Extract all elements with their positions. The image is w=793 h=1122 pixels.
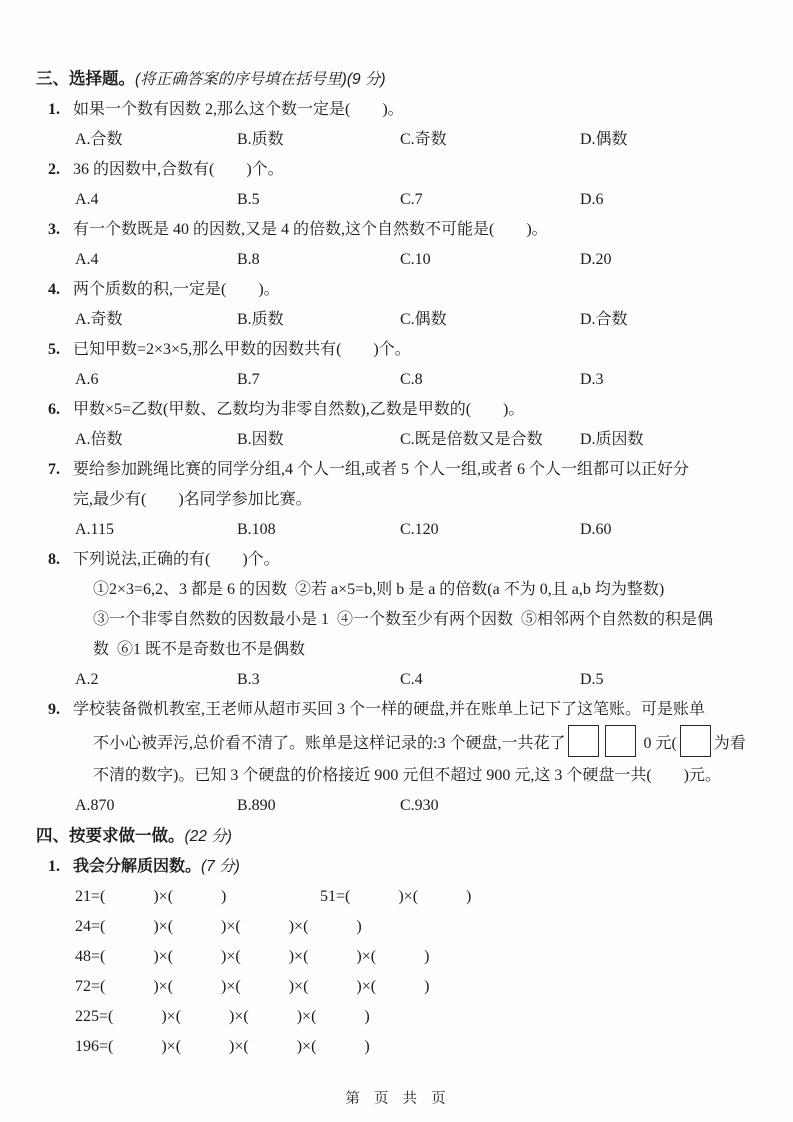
question-text: 如果一个数有因数 2,那么这个数一定是( )。 [73, 101, 404, 118]
subsection-title-main: 我会分解质因数。 [73, 858, 202, 875]
smudged-digit-box-2 [605, 725, 636, 757]
option-d: D.3 [580, 371, 604, 388]
option-b: B.7 [237, 371, 260, 388]
section-4-title-note: (22 分) [184, 828, 232, 845]
statement-line-3: 数 ⑥1 既不是奇数也不是偶数 [93, 641, 306, 658]
factorization-196: 196=( )×( )×( )×( ) [75, 1038, 370, 1055]
smudged-digit-box-3 [680, 725, 711, 757]
question-text: 要给参加跳绳比赛的同学分组,4 个人一组,或者 5 个人一组,或者 6 个人一组都可以正好分 [73, 461, 690, 478]
question-number: 6. [48, 401, 60, 418]
factorization-72: 72=( )×( )×( )×( )×( ) [75, 978, 430, 995]
question-7 [36, 455, 757, 545]
option-a: A.2 [75, 671, 99, 688]
option-a: A.6 [75, 371, 99, 388]
option-c: C.偶数 [400, 311, 447, 328]
section-3-title [36, 64, 757, 95]
question-8 [36, 545, 757, 695]
question-4 [36, 275, 757, 335]
option-d: D.质因数 [580, 431, 644, 448]
factorization-row-21-51 [36, 882, 757, 912]
option-c: C.奇数 [400, 131, 447, 148]
factorization-51: 51=( )×( ) [320, 888, 472, 905]
option-b: B.质数 [237, 311, 284, 328]
question-3 [36, 215, 757, 275]
option-b: B.3 [237, 671, 260, 688]
smudged-digit-box-1 [568, 725, 599, 757]
question-number: 9. [48, 701, 60, 718]
factorization-21: 21=( )×( ) [75, 888, 227, 905]
option-a: A.合数 [75, 131, 123, 148]
question-number: 2. [48, 161, 60, 178]
option-d: D.6 [580, 191, 604, 208]
option-c: C.930 [400, 797, 439, 814]
option-a: A.奇数 [75, 311, 123, 328]
subsection-number: 1. [48, 858, 60, 875]
option-d: D.合数 [580, 311, 628, 328]
statement-line-2: ③一个非零自然数的因数最小是 1 ④一个数至少有两个因数 ⑤相邻两个自然数的积是偶 [93, 611, 714, 628]
question-text: 已知甲数=2×3×5,那么甲数的因数共有( )个。 [73, 341, 411, 358]
option-a: A.870 [75, 797, 115, 814]
question-text-with-boxes [36, 725, 757, 761]
option-a: A.4 [75, 191, 99, 208]
question-text-part: 0 元( [639, 735, 677, 752]
option-d: D.5 [580, 671, 604, 688]
section-4-title [36, 821, 757, 852]
section-4-title-main: 四、按要求做一做。 [36, 827, 185, 845]
subsection-title-note: (7 分) [201, 858, 240, 875]
question-number: 5. [48, 341, 60, 358]
question-text-continued: 完,最少有( )名同学参加比赛。 [73, 491, 312, 508]
option-d: D.20 [580, 251, 612, 268]
option-c: C.10 [400, 251, 431, 268]
page-footer: 第 页 共 页 [345, 1091, 448, 1107]
question-text: 学校装备微机教室,王老师从超市买回 3 个一样的硬盘,并在账单上记下了这笔账。可是账单 [73, 701, 706, 718]
question-number: 1. [48, 101, 60, 118]
option-c: C.8 [400, 371, 423, 388]
question-text-part: 不小心被弄污,总价看不清了。账单是这样记录的:3 个硬盘,一共花了 [93, 735, 566, 752]
subsection-1-title [36, 852, 757, 882]
option-c: C.7 [400, 191, 423, 208]
question-9 [36, 695, 757, 821]
option-a: A.115 [75, 521, 114, 538]
option-b: B.5 [237, 191, 260, 208]
factorization-225: 225=( )×( )×( )×( ) [75, 1008, 370, 1025]
option-c: C.120 [400, 521, 439, 538]
question-text: 有一个数既是 40 的因数,又是 4 的倍数,这个自然数不可能是( )。 [73, 221, 548, 238]
option-b: B.因数 [237, 431, 284, 448]
section-3-title-note: (将正确答案的序号填在括号里)(9 分) [135, 71, 386, 88]
question-number: 4. [48, 281, 60, 298]
question-2 [36, 155, 757, 215]
factorization-48: 48=( )×( )×( )×( )×( ) [75, 948, 430, 965]
question-text-continued: 不清的数字)。已知 3 个硬盘的价格接近 900 元但不超过 900 元,这 3 个硬盘一共( )元。 [93, 767, 721, 784]
question-5 [36, 335, 757, 395]
statement-line-1: ①2×3=6,2、3 都是 6 的因数 ②若 a×5=b,则 b 是 a 的倍数(a 不为 0,且 a,b 均为整数) [93, 581, 665, 598]
option-b: B.8 [237, 251, 260, 268]
option-c: C.4 [400, 671, 423, 688]
option-d: D.偶数 [580, 131, 628, 148]
question-1 [36, 95, 757, 155]
option-d: D.60 [580, 521, 612, 538]
option-b: B.890 [237, 797, 276, 814]
question-text: 两个质数的积,一定是( )。 [73, 281, 280, 298]
question-number: 8. [48, 551, 60, 568]
question-text: 下列说法,正确的有( )个。 [73, 551, 280, 568]
option-a: A.4 [75, 251, 99, 268]
question-6 [36, 395, 757, 455]
question-text-part: 为看 [713, 735, 746, 752]
option-c: C.既是倍数又是合数 [400, 431, 543, 448]
factorization-24: 24=( )×( )×( )×( ) [75, 918, 362, 935]
option-a: A.倍数 [75, 431, 123, 448]
option-b: B.108 [237, 521, 276, 538]
option-b: B.质数 [237, 131, 284, 148]
question-text: 36 的因数中,合数有( )个。 [73, 161, 284, 178]
question-text: 甲数×5=乙数(甲数、乙数均为非零自然数),乙数是甲数的( )。 [73, 401, 525, 418]
question-number: 7. [48, 461, 60, 478]
section-3-title-main: 三、选择题。 [36, 70, 135, 88]
question-number: 3. [48, 221, 60, 238]
